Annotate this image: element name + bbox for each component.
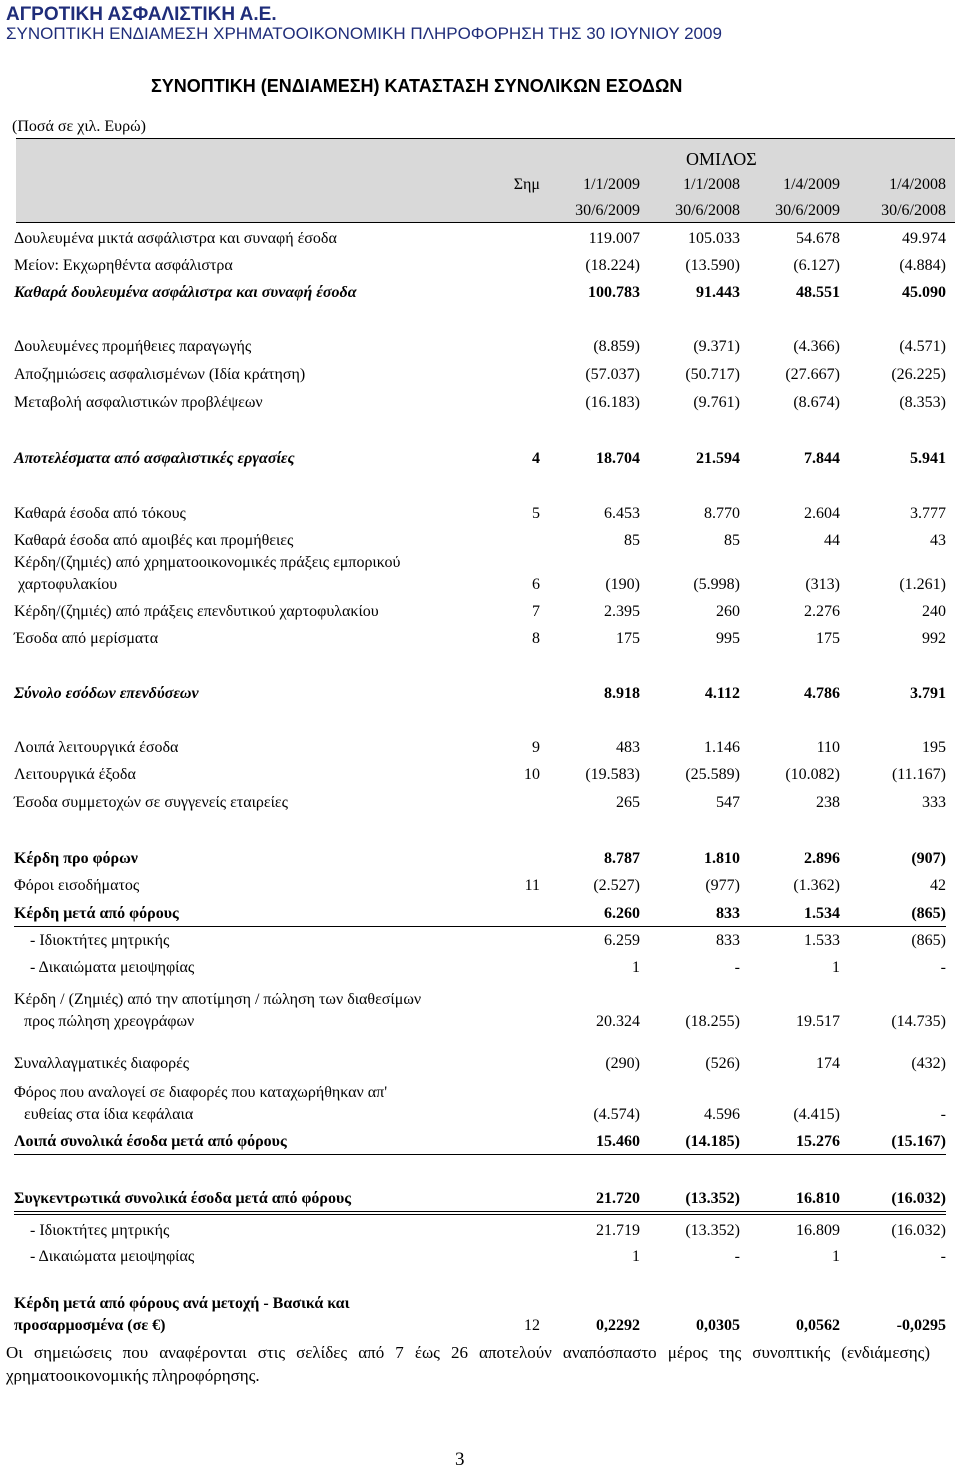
row-label: Έσοδα συμμετοχών σε συγγενείς εταιρείες xyxy=(14,794,288,811)
row-value-4: - xyxy=(940,1106,946,1123)
row-value-2: 8.770 xyxy=(704,505,740,522)
total-underline xyxy=(14,1214,946,1215)
row-label: Φόροι εισοδήματος xyxy=(14,877,140,894)
row-value-1: 85 xyxy=(624,532,640,549)
row-value-3: (313) xyxy=(805,576,840,593)
report-subtitle: ΣΥΝΟΠΤΙΚΗ ΕΝΔΙΑΜΕΣΗ ΧΡΗΜΑΤΟΟΙΚΟΝΟΜΙΚΗ ΠΛΗΡΟΦΟΡΗΣΗ ΤΗΣ 30 ΙΟΥΝΙΟΥ 2009 xyxy=(6,24,722,43)
table-row xyxy=(0,877,960,897)
table-row xyxy=(0,284,960,304)
row-value-2: 547 xyxy=(716,794,740,811)
row-value-1: 265 xyxy=(616,794,640,811)
row-value-3: 1.533 xyxy=(804,932,840,949)
row-label: Κέρδη/(ζημιές) από χρηματοοικονομικές πράξεις εμπορικού xyxy=(14,554,401,571)
table-row xyxy=(0,1295,960,1339)
row-value-3: 16.809 xyxy=(796,1222,840,1239)
row-value-2: (9.371) xyxy=(693,338,740,355)
row-value-3: 7.844 xyxy=(804,450,840,467)
row-value-1: 175 xyxy=(616,630,640,647)
row-value-1: 2.395 xyxy=(604,603,640,620)
row-value-1: 483 xyxy=(616,739,640,756)
row-value-1: 1 xyxy=(632,1248,640,1265)
row-label: Συναλλαγματικές διαφορές xyxy=(14,1055,190,1072)
row-value-1: 6.453 xyxy=(604,505,640,522)
row-value-2: 105.033 xyxy=(688,230,740,247)
row-value-3: (10.082) xyxy=(785,766,840,783)
row-value-4: 240 xyxy=(922,603,946,620)
table-row xyxy=(0,959,960,979)
row-value-3: 16.810 xyxy=(796,1190,840,1207)
row-label: Λειτουργικά έξοδα xyxy=(14,766,136,783)
row-label: Λοιπά λειτουργικά έσοδα xyxy=(14,739,179,756)
row-value-2: 4.112 xyxy=(704,685,740,702)
statement-title: ΣΥΝΟΠΤΙΚΗ (ΕΝΔΙΑΜΕΣΗ) ΚΑΤΑΣΤΑΣΗ ΣΥΝΟΛΙΚΩΝ ΕΣΟΔΩΝ xyxy=(151,76,683,96)
row-value-3: (4.366) xyxy=(793,338,840,355)
row-value-1: 100.783 xyxy=(588,284,640,301)
row-note: 7 xyxy=(532,603,540,620)
row-value-4: (11.167) xyxy=(891,766,946,783)
row-value-2: (526) xyxy=(705,1055,740,1072)
period-3-from: 1/4/2009 xyxy=(783,176,840,193)
table-row xyxy=(0,766,960,786)
row-label: Έσοδα από μερίσματα xyxy=(14,630,159,647)
period-4-to: 30/6/2008 xyxy=(881,202,946,219)
table-row xyxy=(0,932,960,952)
row-value-4: (865) xyxy=(911,932,946,949)
row-value-2: (14.185) xyxy=(685,1133,740,1150)
table-row xyxy=(0,685,960,705)
table-row xyxy=(0,991,960,1035)
row-value-4: 49.974 xyxy=(902,230,946,247)
row-value-4: (14.735) xyxy=(891,1013,946,1030)
row-value-3: 2.276 xyxy=(804,603,840,620)
row-note: 6 xyxy=(532,576,540,593)
row-value-4: 43 xyxy=(930,532,946,549)
row-label: - Ιδιοκτήτες μητρικής xyxy=(30,932,170,949)
row-value-1: 0,2292 xyxy=(596,1317,640,1334)
total-underline xyxy=(14,1211,946,1212)
row-value-2: (25.589) xyxy=(685,766,740,783)
row-value-3: 19.517 xyxy=(796,1013,840,1030)
table-row xyxy=(0,1055,960,1075)
row-value-3: (4.415) xyxy=(793,1106,840,1123)
row-label: Συγκεντρωτικά συνολικά έσοδα μετά από φόρους xyxy=(14,1190,352,1207)
row-value-4: (16.032) xyxy=(891,1190,946,1207)
row-value-4: 5.941 xyxy=(910,450,946,467)
row-value-3: 1 xyxy=(832,1248,840,1265)
row-note: 5 xyxy=(532,505,540,522)
row-value-4: (4.571) xyxy=(899,338,946,355)
row-value-1: 21.719 xyxy=(596,1222,640,1239)
row-note: 12 xyxy=(524,1317,540,1334)
row-value-1: 119.007 xyxy=(588,230,640,247)
row-note: 11 xyxy=(524,877,540,894)
period-2-from: 1/1/2008 xyxy=(683,176,740,193)
row-label: Μείον: Εκχωρηθέντα ασφάλιστρα xyxy=(14,257,233,274)
row-value-3: 1.534 xyxy=(804,905,840,922)
period-4-from: 1/4/2008 xyxy=(889,176,946,193)
row-value-2: 1.146 xyxy=(704,739,740,756)
row-label: - Δικαιώματα μειοψηφίας xyxy=(30,959,195,976)
table-row xyxy=(0,394,960,414)
table-row xyxy=(0,230,960,250)
row-label: Δουλευμένα μικτά ασφάλιστρα και συναφή έσοδα xyxy=(14,230,337,247)
row-value-1: (16.183) xyxy=(585,394,640,411)
table-row xyxy=(0,450,960,470)
note-column-heading: Σημ xyxy=(513,176,540,193)
row-value-4: (16.032) xyxy=(891,1222,946,1239)
table-row xyxy=(0,739,960,759)
row-value-1: (290) xyxy=(605,1055,640,1072)
row-value-2: (50.717) xyxy=(685,366,740,383)
row-value-3: 4.786 xyxy=(804,685,840,702)
row-label: Κέρδη/(ζημιές) από πράξεις επενδυτικού χαρτοφυλακίου xyxy=(14,603,379,620)
row-value-2: 21.594 xyxy=(696,450,740,467)
row-value-4: 3.777 xyxy=(910,505,946,522)
row-value-3: (1.362) xyxy=(793,877,840,894)
table-row xyxy=(0,554,960,598)
period-1-to: 30/6/2009 xyxy=(575,202,640,219)
row-value-2: 833 xyxy=(716,932,740,949)
row-value-2: 91.443 xyxy=(696,284,740,301)
table-row xyxy=(0,794,960,814)
table-row xyxy=(0,905,960,925)
row-value-3: (27.667) xyxy=(785,366,840,383)
row-value-2: (18.255) xyxy=(685,1013,740,1030)
row-value-1: 1 xyxy=(632,959,640,976)
row-value-4: 992 xyxy=(922,630,946,647)
row-label: Κέρδη προ φόρων xyxy=(14,850,138,867)
row-value-1: (8.859) xyxy=(593,338,640,355)
row-note: 4 xyxy=(532,450,540,467)
table-row xyxy=(0,1248,960,1268)
row-note: 8 xyxy=(532,630,540,647)
row-label: Δουλευμένες προμήθειες παραγωγής xyxy=(14,338,252,355)
total-underline xyxy=(14,926,946,927)
row-label: Λοιπά συνολικά έσοδα μετά από φόρους xyxy=(14,1133,287,1150)
row-value-4: - xyxy=(940,1248,946,1265)
row-value-2: (13.352) xyxy=(685,1190,740,1207)
row-value-2: (977) xyxy=(705,877,740,894)
table-row xyxy=(0,1222,960,1242)
row-label-continued: ευθείας στα ίδια κεφάλαια xyxy=(24,1106,194,1123)
table-row xyxy=(0,603,960,623)
row-value-1: (4.574) xyxy=(593,1106,640,1123)
row-value-1: 15.460 xyxy=(596,1133,640,1150)
row-value-2: 1.810 xyxy=(704,850,740,867)
table-row xyxy=(0,257,960,277)
row-label-continued: χαρτοφυλακίου xyxy=(18,576,118,593)
row-value-3: 48.551 xyxy=(796,284,840,301)
table-row xyxy=(0,1133,960,1153)
row-value-1: (19.583) xyxy=(585,766,640,783)
row-value-1: 6.260 xyxy=(604,905,640,922)
row-value-2: 260 xyxy=(716,603,740,620)
row-value-4: (907) xyxy=(911,850,946,867)
row-value-3: 110 xyxy=(816,739,840,756)
row-label: Κέρδη μετά από φόρους ανά μετοχή - Βασικά και xyxy=(14,1295,350,1312)
row-value-4: (15.167) xyxy=(891,1133,946,1150)
row-value-1: 18.704 xyxy=(596,450,640,467)
row-label: Αποτελέσματα από ασφαλιστικές εργασίες xyxy=(14,450,295,467)
table-row xyxy=(0,1190,960,1210)
row-label-continued: προς πώληση χρεογράφων xyxy=(24,1013,195,1030)
row-value-3: 0,0562 xyxy=(796,1317,840,1334)
row-value-2: (9.761) xyxy=(693,394,740,411)
row-value-2: 85 xyxy=(724,532,740,549)
row-value-3: 54.678 xyxy=(796,230,840,247)
row-label: - Δικαιώματα μειοψηφίας xyxy=(30,1248,195,1265)
row-label: Κέρδη μετά από φόρους xyxy=(14,905,179,922)
row-value-1: (190) xyxy=(605,576,640,593)
row-value-4: -0,0295 xyxy=(896,1317,946,1334)
row-note: 9 xyxy=(532,739,540,756)
period-3-to: 30/6/2009 xyxy=(775,202,840,219)
row-label: Αποζημιώσεις ασφαλισμένων (Ιδία κράτηση) xyxy=(14,366,306,383)
row-value-2: 0,0305 xyxy=(696,1317,740,1334)
row-label: - Ιδιοκτήτες μητρικής xyxy=(30,1222,170,1239)
period-1-from: 1/1/2009 xyxy=(583,176,640,193)
row-value-3: 238 xyxy=(816,794,840,811)
row-value-1: (57.037) xyxy=(585,366,640,383)
row-value-3: 44 xyxy=(824,532,840,549)
period-2-to: 30/6/2008 xyxy=(675,202,740,219)
row-value-4: 42 xyxy=(930,877,946,894)
row-value-4: (4.884) xyxy=(899,257,946,274)
row-value-4: (432) xyxy=(911,1055,946,1072)
row-label: Σύνολο εσόδων επενδύσεων xyxy=(14,685,199,702)
row-value-1: 8.787 xyxy=(604,850,640,867)
row-value-4: - xyxy=(940,959,946,976)
row-value-3: (6.127) xyxy=(793,257,840,274)
row-label: Φόρος που αναλογεί σε διαφορές που καταχωρήθηκαν απ' xyxy=(14,1084,388,1101)
row-value-3: 15.276 xyxy=(796,1133,840,1150)
footnote: Οι σημειώσεις που αναφέρονται στις σελίδες από 7 έως 26 αποτελούν αναπόσπαστο μέρος της συνοπτικής (ενδιάμεσης) χρηματοοικονομικής πληροφόρησης. xyxy=(6,1343,930,1385)
table-row xyxy=(0,532,960,552)
row-value-3: 2.604 xyxy=(804,505,840,522)
row-label: Καθαρά δουλευμένα ασφάλιστρα και συναφή έσοδα xyxy=(14,284,357,301)
row-label: Μεταβολή ασφαλιστικών προβλέψεων xyxy=(14,394,263,411)
row-value-2: (5.998) xyxy=(693,576,740,593)
amounts-note: (Ποσά σε χιλ. Ευρώ) xyxy=(12,118,146,135)
row-value-4: 333 xyxy=(922,794,946,811)
table-row xyxy=(0,366,960,386)
row-value-4: 45.090 xyxy=(902,284,946,301)
total-underline xyxy=(14,1154,946,1155)
table-row xyxy=(0,630,960,650)
row-label: Καθαρά έσοδα από αμοιβές και προμήθειες xyxy=(14,532,294,549)
table-row xyxy=(0,505,960,525)
row-value-3: 175 xyxy=(816,630,840,647)
row-value-4: 195 xyxy=(922,739,946,756)
row-value-1: 21.720 xyxy=(596,1190,640,1207)
row-value-3: 174 xyxy=(816,1055,840,1072)
row-label: Καθαρά έσοδα από τόκους xyxy=(14,505,186,522)
row-value-3: 2.896 xyxy=(804,850,840,867)
row-note: 10 xyxy=(524,766,540,783)
row-value-1: 20.324 xyxy=(596,1013,640,1030)
row-value-4: 3.791 xyxy=(910,685,946,702)
row-value-4: (865) xyxy=(911,905,946,922)
table-row xyxy=(0,338,960,358)
row-value-2: 833 xyxy=(716,905,740,922)
row-value-4: (1.261) xyxy=(899,576,946,593)
group-heading: ΟΜΙΛΟΣ xyxy=(686,149,757,169)
row-value-1: (2.527) xyxy=(593,877,640,894)
company-name: ΑΓΡΟΤΙΚΗ ΑΣΦΑΛΙΣΤΙΚΗ Α.Ε. xyxy=(6,4,277,25)
row-value-1: (18.224) xyxy=(585,257,640,274)
row-value-2: - xyxy=(734,959,740,976)
row-value-2: 995 xyxy=(716,630,740,647)
row-label: Κέρδη / (Ζημιές) από την αποτίμηση / πώληση των διαθεσίμων xyxy=(14,991,422,1008)
row-value-3: (8.674) xyxy=(793,394,840,411)
row-value-2: - xyxy=(734,1248,740,1265)
row-value-1: 6.259 xyxy=(604,932,640,949)
row-value-1: 8.918 xyxy=(604,685,640,702)
row-value-2: 4.596 xyxy=(704,1106,740,1123)
table-row xyxy=(0,850,960,870)
row-value-2: (13.352) xyxy=(685,1222,740,1239)
row-value-2: (13.590) xyxy=(685,257,740,274)
page-number: 3 xyxy=(455,1449,465,1470)
table-row xyxy=(0,1084,960,1128)
row-value-4: (8.353) xyxy=(899,394,946,411)
row-value-4: (26.225) xyxy=(891,366,946,383)
row-value-3: 1 xyxy=(832,959,840,976)
row-label-continued: προσαρμοσμένα (σε €) xyxy=(14,1317,166,1334)
